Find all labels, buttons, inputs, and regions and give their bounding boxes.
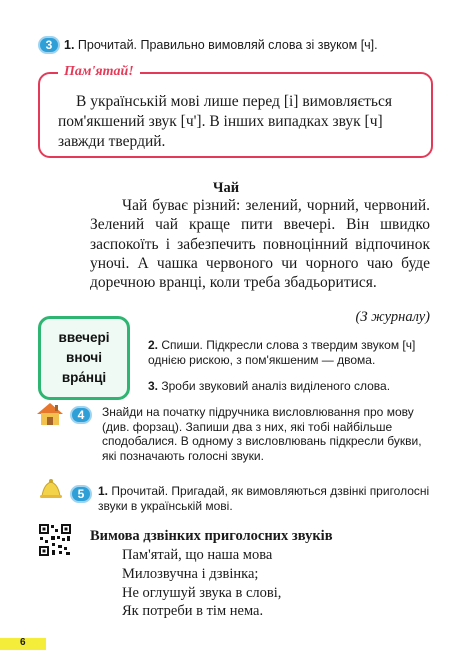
task5-sub-number: 1.	[98, 484, 109, 498]
task3-sub3-text: Зроби звуковий аналіз виділеного слова.	[161, 379, 391, 393]
story-title: Чай	[212, 180, 240, 196]
story-source: (З журналу)	[355, 309, 430, 325]
qr-code-icon	[38, 523, 72, 557]
task3-sub2	[148, 338, 438, 367]
task3-instruction	[64, 38, 378, 53]
task4-text: Знайди на початку підручника висловлювання про мову (див. форзац). Запиши два з них, які тобі найбільше сподобалися. В одному з висловлювань підкресли букви, які позначають голосні звуки.	[102, 405, 422, 463]
word-box-item: вра́нці	[61, 370, 107, 385]
task3-sub2-number: 2.	[148, 338, 159, 352]
poem-line: Не оглушуй звука в слові,	[122, 584, 282, 601]
task3-sub-number: 1.	[64, 38, 75, 52]
story-text: Чай буває різний: зелений, чорний, червоний. Зелений чай краще пити ввечері. Він швидко заспокоїть і забезпечить повноцінний відпочинок уночі. А чашка червоного чи чорного чаю буде доречною вранці, коли треба збадьоритися.	[90, 197, 430, 292]
task4-number-badge: 4	[70, 406, 92, 424]
word-box-item: ввечері	[58, 330, 110, 345]
poem	[122, 546, 281, 621]
pronunciation-title: Вимова дзвінких приголосних звуків	[90, 528, 333, 544]
task3-sub2-text: Спиши. Підкресли слова з твердим звуком [ч] однією рискою, з пом'якшеним — двома.	[148, 338, 416, 367]
task5-number-badge: 5	[70, 485, 92, 503]
poem-line: Як потреби в тім нема.	[122, 603, 264, 620]
task5-text	[98, 484, 433, 513]
bell-icon	[38, 478, 64, 500]
remember-text: В українській мові лише перед [і] вимовляється пом'якшений звук [ч']. В інших випадках звук [ч] завжди твердий.	[58, 93, 392, 150]
remember-title: Пам'ятай!	[58, 64, 140, 80]
poem-line: Милозвучна і дзвінка;	[122, 565, 259, 582]
word-box-item: вночі	[66, 350, 102, 365]
task3-text: Прочитай. Правильно вимовляй слова зі звуком [ч].	[77, 38, 378, 52]
poem-line: Пам'ятай, що наша мова	[122, 547, 273, 563]
word-box	[38, 316, 130, 400]
task5-instruction: Прочитай. Пригадай, як вимовляються дзвінкі приголосні звуки в українській мові.	[98, 484, 430, 513]
task3-sub3-number: 3.	[148, 379, 159, 393]
task3-sub3	[148, 379, 438, 394]
task-number-badge: 3	[38, 36, 60, 54]
page-number: 6	[0, 638, 46, 650]
house-icon	[36, 402, 64, 426]
